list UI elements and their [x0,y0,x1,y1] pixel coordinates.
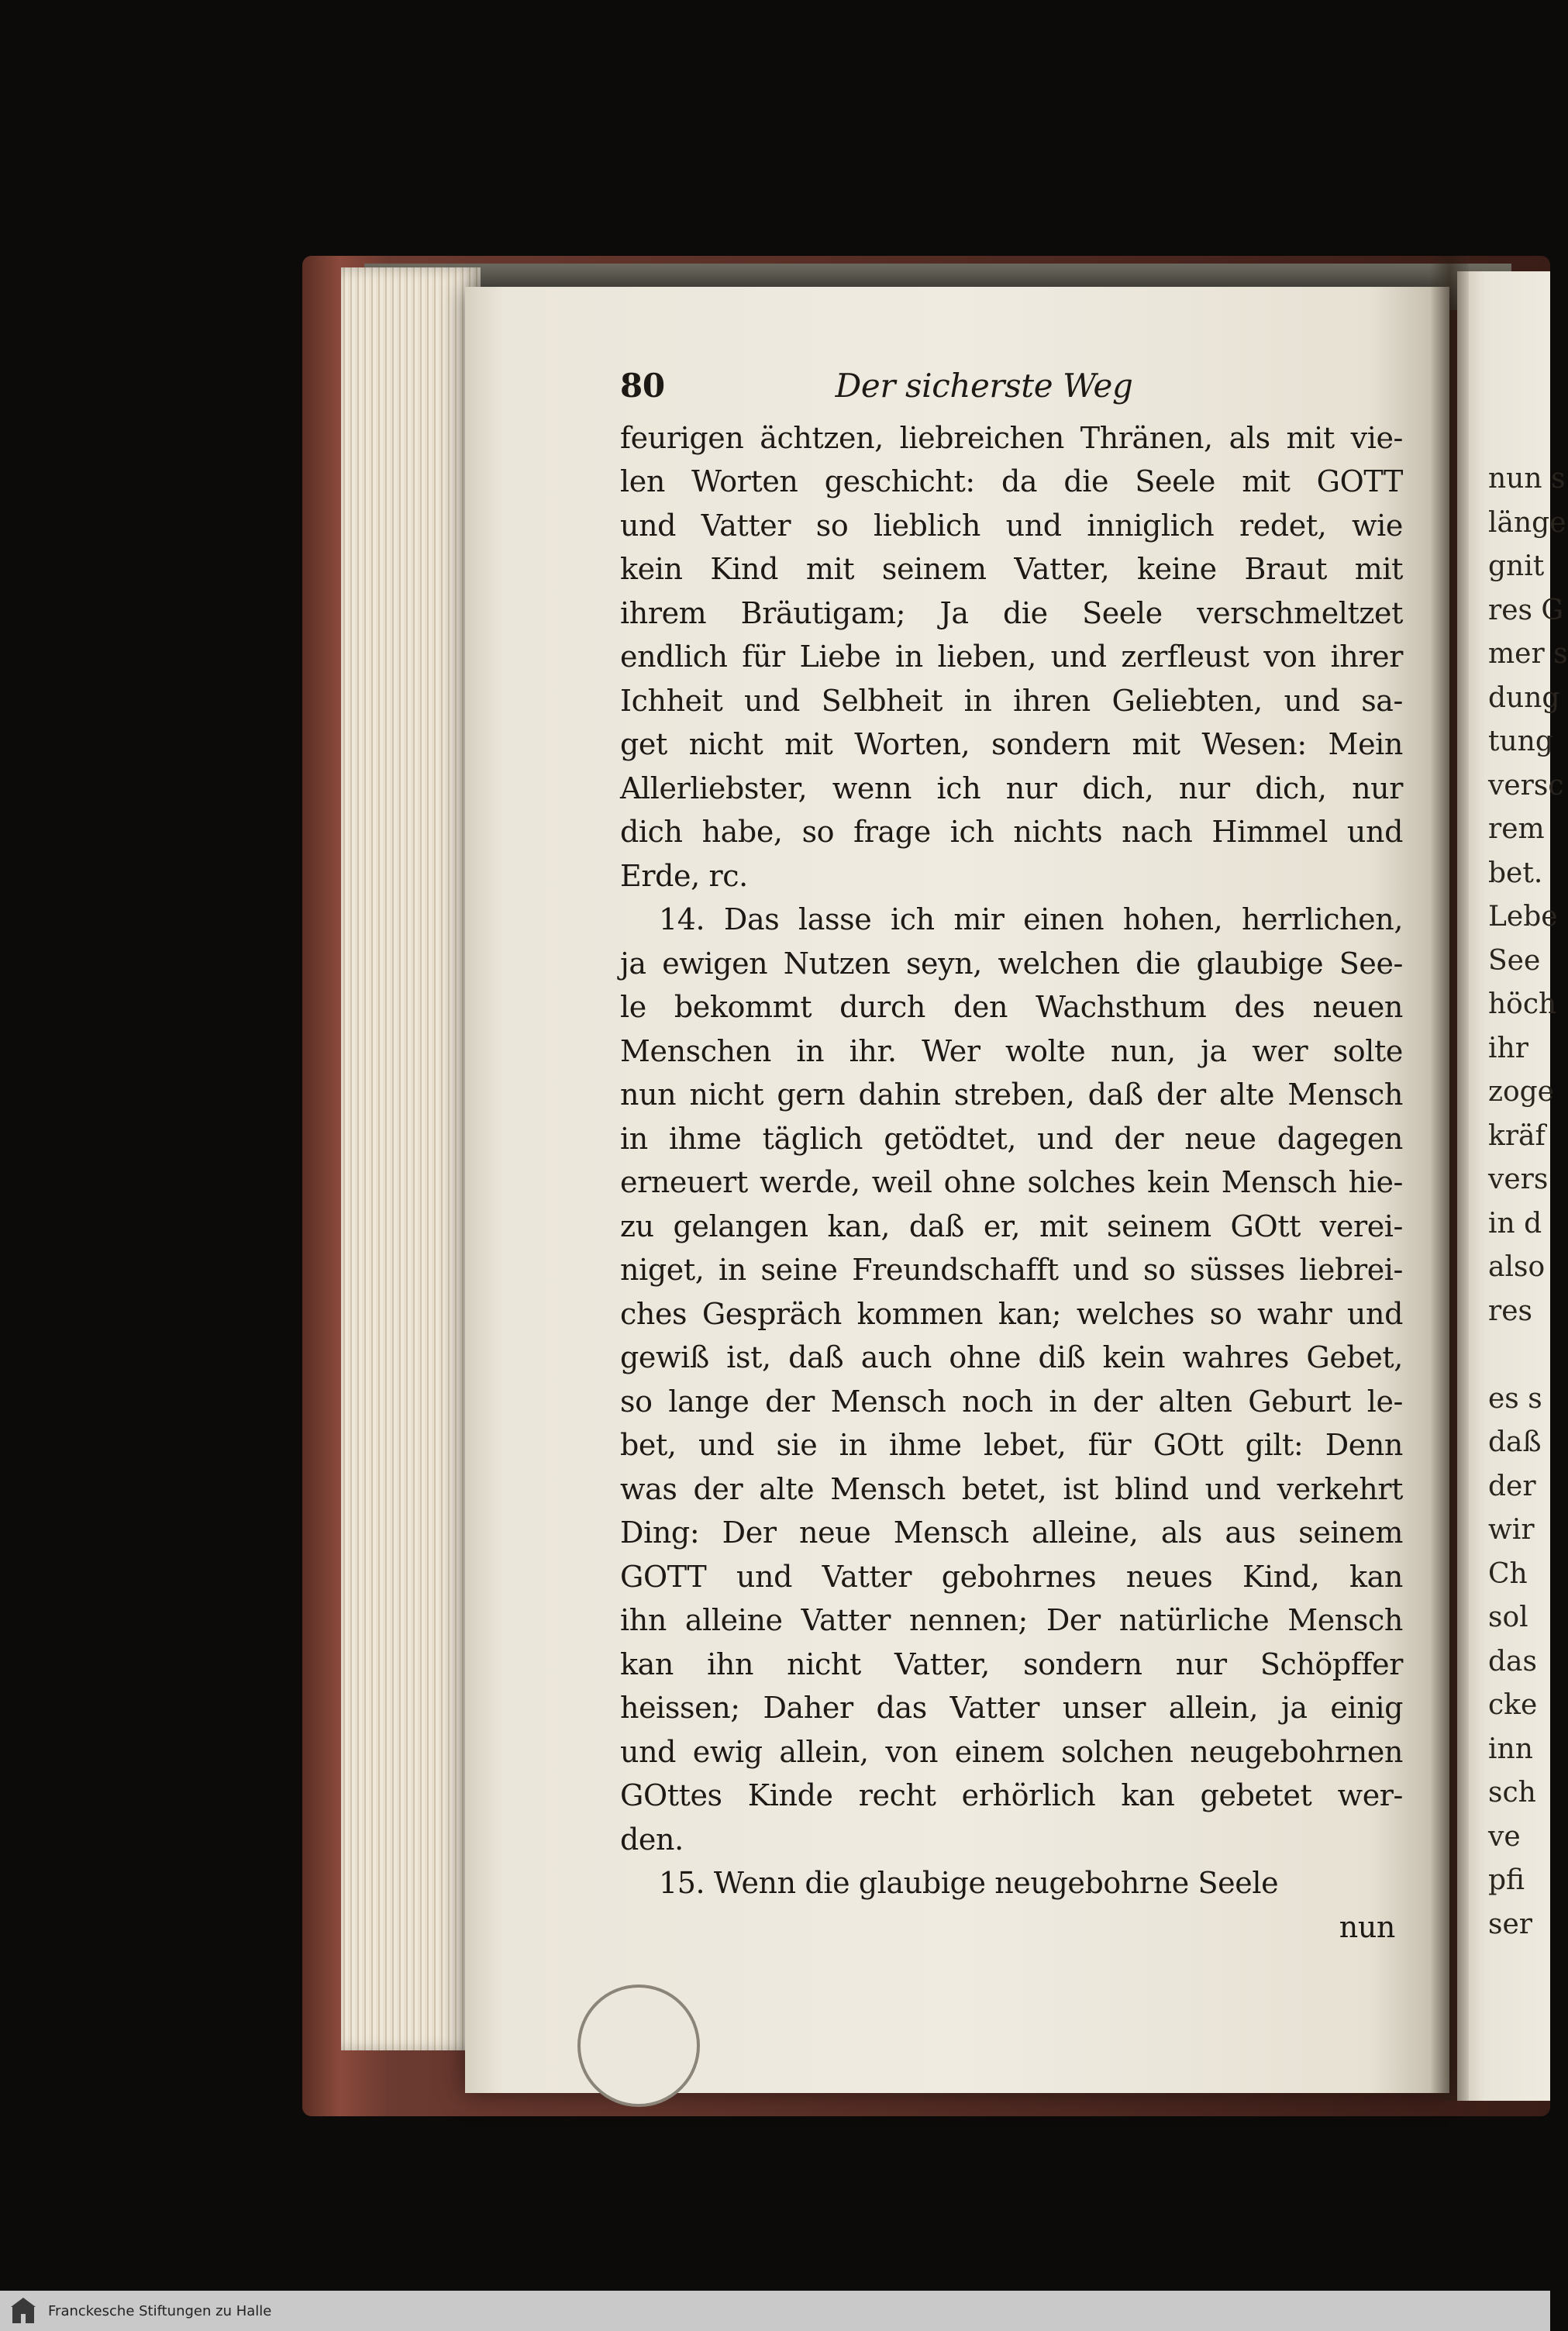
facing-line-fragment: in d [1488,1207,1542,1240]
page-number: 80 [620,367,665,405]
facing-line-fragment: daß [1488,1426,1542,1458]
text-line: niget, in seine Freundschafft und so süsses liebrei- [620,1253,1403,1287]
facing-line-fragment: Ch [1488,1557,1528,1590]
text-line: Allerliebster, wenn ich nur dich, nur dich, nur [620,771,1403,805]
text-line: den. [620,1822,684,1857]
facing-line-fragment: mer s [1488,638,1568,670]
facing-line-fragment: länge [1488,506,1566,539]
facing-line-fragment: bet. [1488,857,1543,889]
text-line: ja ewigen Nutzen seyn, welchen die glaubige See- [620,946,1403,981]
facing-page-fragments [1488,457,1568,1947]
facing-line-fragment: es s [1488,1382,1542,1415]
facing-line-fragment [1488,1333,1550,1378]
text-line: und Vatter so lieblich und inniglich redet, wie [620,508,1403,543]
text-line: ches Gespräch kommen kan; welches so wahr und [620,1296,1403,1331]
text-line: Ding: Der neue Mensch alleine, als aus seinem [620,1515,1403,1550]
facing-line-fragment: res [1488,1295,1532,1327]
footer-label: Franckesche Stiftungen zu Halle [48,2302,272,2319]
text-line: nun nicht gern dahin streben, daß der alte Mensch [620,1078,1403,1112]
page-text-block [620,364,1403,1949]
facing-line-fragment: res G [1488,594,1564,626]
text-line: kan ihn nicht Vatter, sondern nur Schöpffer [620,1647,1403,1681]
book-gutter [1430,256,1469,2101]
facing-line-fragment: gnit [1488,550,1545,582]
text-line: in ihme täglich getödtet, und der neue dagegen [620,1121,1403,1156]
facing-line-fragment: höch [1488,988,1557,1020]
facing-line-fragment: ve [1488,1820,1521,1853]
text-line: bet, und sie in ihme lebet, für GOtt gilt: Denn [620,1428,1403,1462]
text-lines [620,416,1403,1905]
facing-line-fragment: Lebe [1488,901,1558,933]
text-line: erneuert werde, weil ohne solches kein Mensch hie- [620,1165,1403,1199]
thumb-notch [577,1984,700,2107]
text-line: zu gelangen kan, daß er, mit seinem GOtt verei- [620,1209,1403,1243]
institution-logo-icon [9,2295,37,2326]
text-line: 14. Das lasse ich mir einen hohen, herrlichen, [659,902,1403,936]
catchword: nun [1339,1909,1395,1944]
facing-line-fragment: ser [1488,1908,1532,1940]
facing-line-fragment: zoge [1488,1076,1554,1108]
running-header [620,364,1403,409]
text-line: GOTT und Vatter gebohrnes neues Kind, kan [620,1559,1403,1594]
text-line: gewiß ist, daß auch ohne diß kein wahres Gebet, [620,1340,1403,1374]
facing-line-fragment: cke [1488,1689,1538,1721]
facing-line-fragment: rem [1488,813,1545,845]
text-line: endlich für Liebe in lieben, und zerfleust von ihrer [620,640,1403,674]
facing-line-fragment: See [1488,944,1541,977]
text-line: ihn alleine Vatter nennen; Der natürliche Mensch [620,1603,1403,1637]
facing-line-fragment: nun s [1488,463,1566,495]
text-line: Menschen in ihr. Wer wolte nun, ja wer solte [620,1033,1403,1068]
text-line: und ewig allein, von einem solchen neugebohrnen [620,1734,1403,1769]
text-line: len Worten geschicht: da die Seele mit GOTT [620,464,1403,498]
text-line: Erde, rc. [620,858,748,893]
running-title: Der sicherste Weg [835,367,1133,405]
text-line: 15. Wenn die glaubige neugebohrne Seele [659,1866,1279,1900]
facing-line-fragment: wir [1488,1514,1535,1546]
text-line: kein Kind mit seinem Vatter, keine Braut mit [620,552,1403,586]
text-line: so lange der Mensch noch in der alten Geburt le- [620,1384,1403,1419]
facing-line-fragment: vers [1488,1164,1549,1195]
text-line: get nicht mit Worten, sondern mit Wesen: Mein [620,727,1403,761]
facing-line-fragment: sol [1488,1602,1528,1633]
facing-line-fragment: also [1488,1251,1546,1283]
text-line: GOttes Kinde recht erhörlich kan gebetet wer- [620,1778,1403,1812]
page-edges [341,267,481,2050]
facing-line-fragment: inn [1488,1733,1533,1765]
facing-line-fragment: der [1488,1470,1536,1502]
facing-line-fragment: pfi [1488,1864,1525,1896]
text-line: was der alte Mensch betet, ist blind und verkehrt [620,1471,1403,1506]
footer-bar [0,2291,1550,2331]
facing-line-fragment: ihr [1488,1032,1528,1064]
facing-line-fragment: das [1488,1645,1537,1678]
text-line: heissen; Daher das Vatter unser allein, ja einig [620,1691,1403,1725]
text-line: Ichheit und Selbheit in ihren Geliebten, und sa- [620,683,1403,718]
facing-line-fragment: dung [1488,681,1560,714]
text-line: dich habe, so frage ich nichts nach Himmel und [620,815,1403,849]
facing-line-fragment: kräf [1488,1119,1546,1152]
text-line: feurigen ächtzen, liebreichen Thränen, als mit vie- [620,420,1403,455]
facing-line-fragment: tung [1488,726,1553,757]
text-line: le bekommt durch den Wachsthum des neuen [620,990,1403,1024]
facing-line-fragment: versc [1488,769,1564,802]
text-line: ihrem Bräutigam; Ja die Seele verschmeltzet [620,595,1403,630]
facing-line-fragment: sch [1488,1777,1536,1809]
